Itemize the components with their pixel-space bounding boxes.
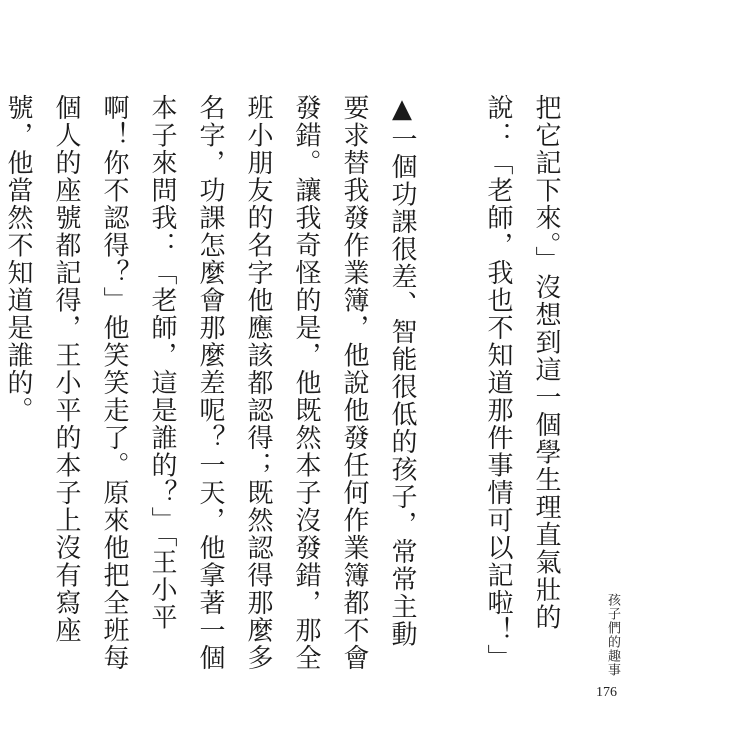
paragraph-gap (426, 94, 474, 674)
paragraph-continuation: 把它記下來。」沒想到這一個學生理直氣壯的說：「老師，我也不知道那件事情可以記啦！」 (483, 94, 561, 672)
running-head: 孩子們的趣事 (605, 593, 620, 677)
paragraph-homework-child: ▲一個功課很差、智能很低的孩子，常常主動要求替我發作業簿，他說他發任何作業簿都不會發錯。讓我奇怪的是，他既然本子沒發錯，那全班小朋友的名字他應該都認得；既然認得那麼多名字，功課怎麼會那麼差呢？一天，他拿著一個本子來問我：「老師，這是誰的？」「王小平啊！你不認得？」他笑笑走了。原來他把全班每個人的座號都記得，王小平的本子上沒有寫座號，他當然不知道是誰的。 (3, 94, 417, 672)
page-number: 176 (596, 685, 617, 700)
body-text (0, 94, 570, 674)
